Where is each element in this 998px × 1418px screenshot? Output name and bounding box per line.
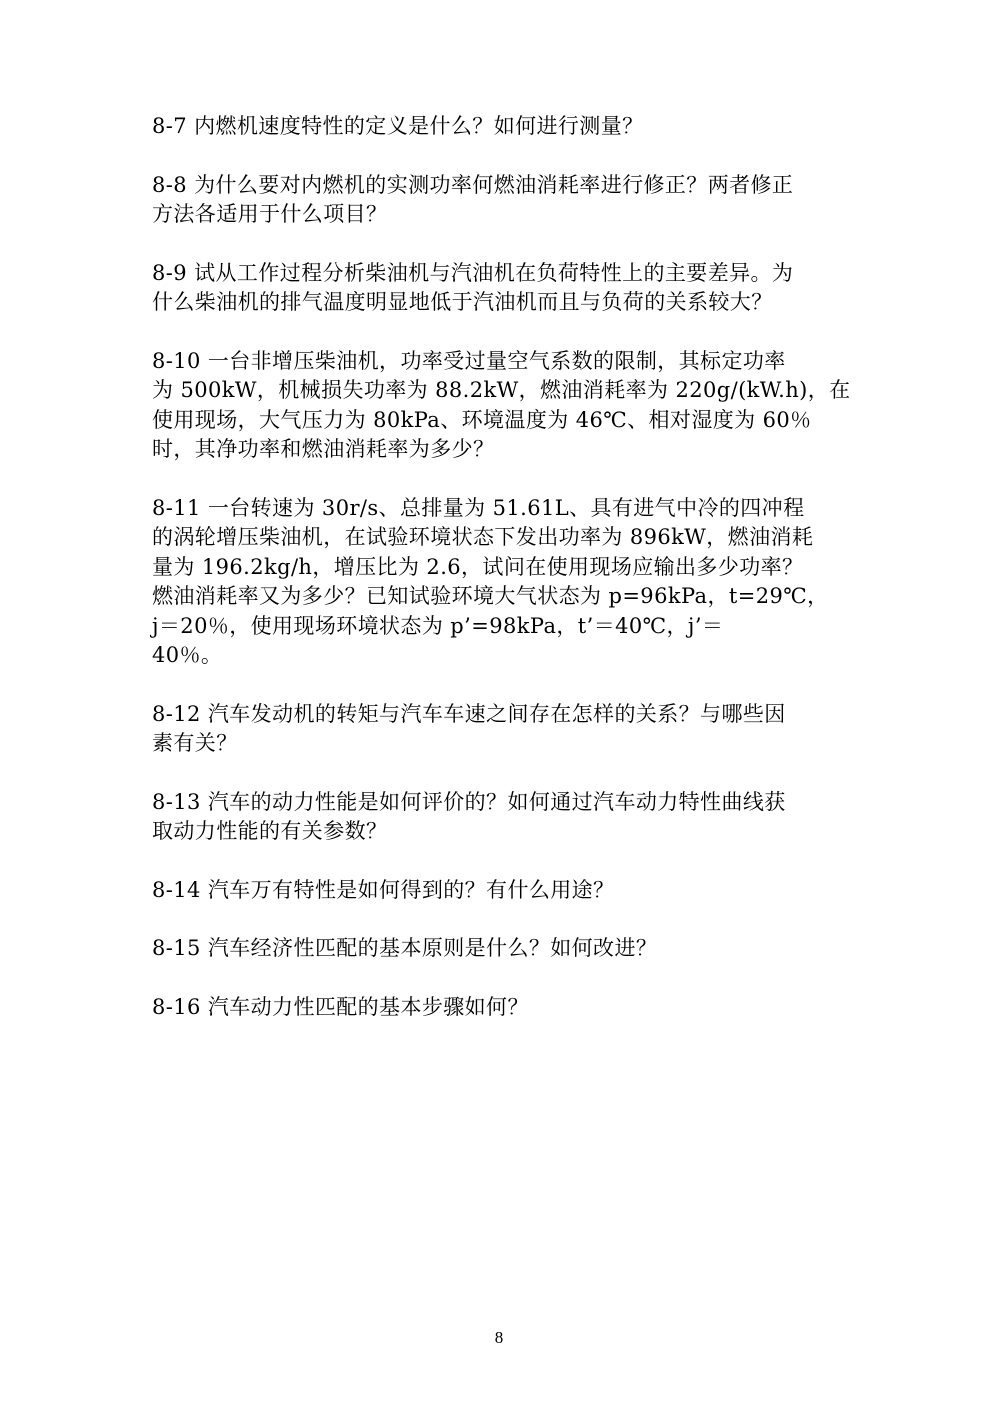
question-line: 8-9 试从工作过程分析柴油机与汽油机在负荷特性上的主要差异。为	[152, 260, 794, 285]
question-line: 8-10 一台非增压柴油机，功率受过量空气系数的限制，其标定功率	[152, 348, 786, 373]
question-line: 取动力性能的有关参数？	[152, 819, 388, 843]
question-line: 8-11 一台转速为 30r/s、总排量为 51.61L、具有进气中冷的四冲程	[152, 495, 805, 520]
question-paragraph	[152, 788, 852, 847]
page-content	[152, 112, 852, 1051]
question-line: 为 500kW，机械损失功率为 88.2kW，燃油消耗率为 220g/(kW.h)，在	[152, 378, 851, 402]
question-paragraph	[152, 347, 852, 465]
page-number: 8	[494, 1328, 504, 1347]
question-line: 8-13 汽车的动力性能是如何评价的？如何通过汽车动力特性曲线获	[152, 789, 786, 814]
question-line: 8-7 内燃机速度特性的定义是什么？如何进行测量？	[152, 114, 644, 138]
question-paragraph	[152, 112, 852, 142]
question-line: 方法各适用于什么项目？	[152, 202, 388, 226]
question-line: 的涡轮增压柴油机，在试验环境状态下发出功率为 896kW，燃油消耗	[152, 525, 814, 549]
question-line: j＝20％，使用现场环境状态为 p’=98kPa，t’＝40℃，j’＝	[152, 613, 724, 638]
question-line: 时，其净功率和燃油消耗率为多少？	[152, 437, 495, 461]
question-line: 什么柴油机的排气温度明显地低于汽油机而且与负荷的关系较大？	[152, 290, 773, 314]
question-line: 量为 196.2kg/h，增压比为 2.6，试问在使用现场应输出多少功率？	[152, 554, 804, 579]
question-line: 8-8 为什么要对内燃机的实测功率何燃油消耗率进行修正？两者修正	[152, 172, 794, 197]
question-paragraph	[152, 171, 852, 230]
question-line: 8-16 汽车动力性匹配的基本步骤如何？	[152, 994, 529, 1019]
question-paragraph	[152, 700, 852, 759]
question-paragraph	[152, 494, 852, 671]
question-line: 使用现场，大气压力为 80kPa、环境温度为 46℃、相对湿度为 60％	[152, 407, 812, 432]
question-line: 8-15 汽车经济性匹配的基本原则是什么？如何改进？	[152, 936, 658, 960]
question-line: 燃油消耗率又为多少？已知试验环境大气状态为 p=96kPa，t=29℃，	[152, 584, 829, 608]
question-line: 8-12 汽车发动机的转矩与汽车车速之间存在怎样的关系？与哪些因	[152, 701, 786, 726]
question-paragraph	[152, 934, 852, 964]
question-line: 素有关？	[152, 731, 238, 755]
question-paragraph	[152, 876, 852, 906]
question-line: 40％。	[152, 643, 223, 667]
question-paragraph	[152, 259, 852, 318]
question-line: 8-14 汽车万有特性是如何得到的？有什么用途？	[152, 877, 615, 902]
question-paragraph	[152, 993, 852, 1023]
